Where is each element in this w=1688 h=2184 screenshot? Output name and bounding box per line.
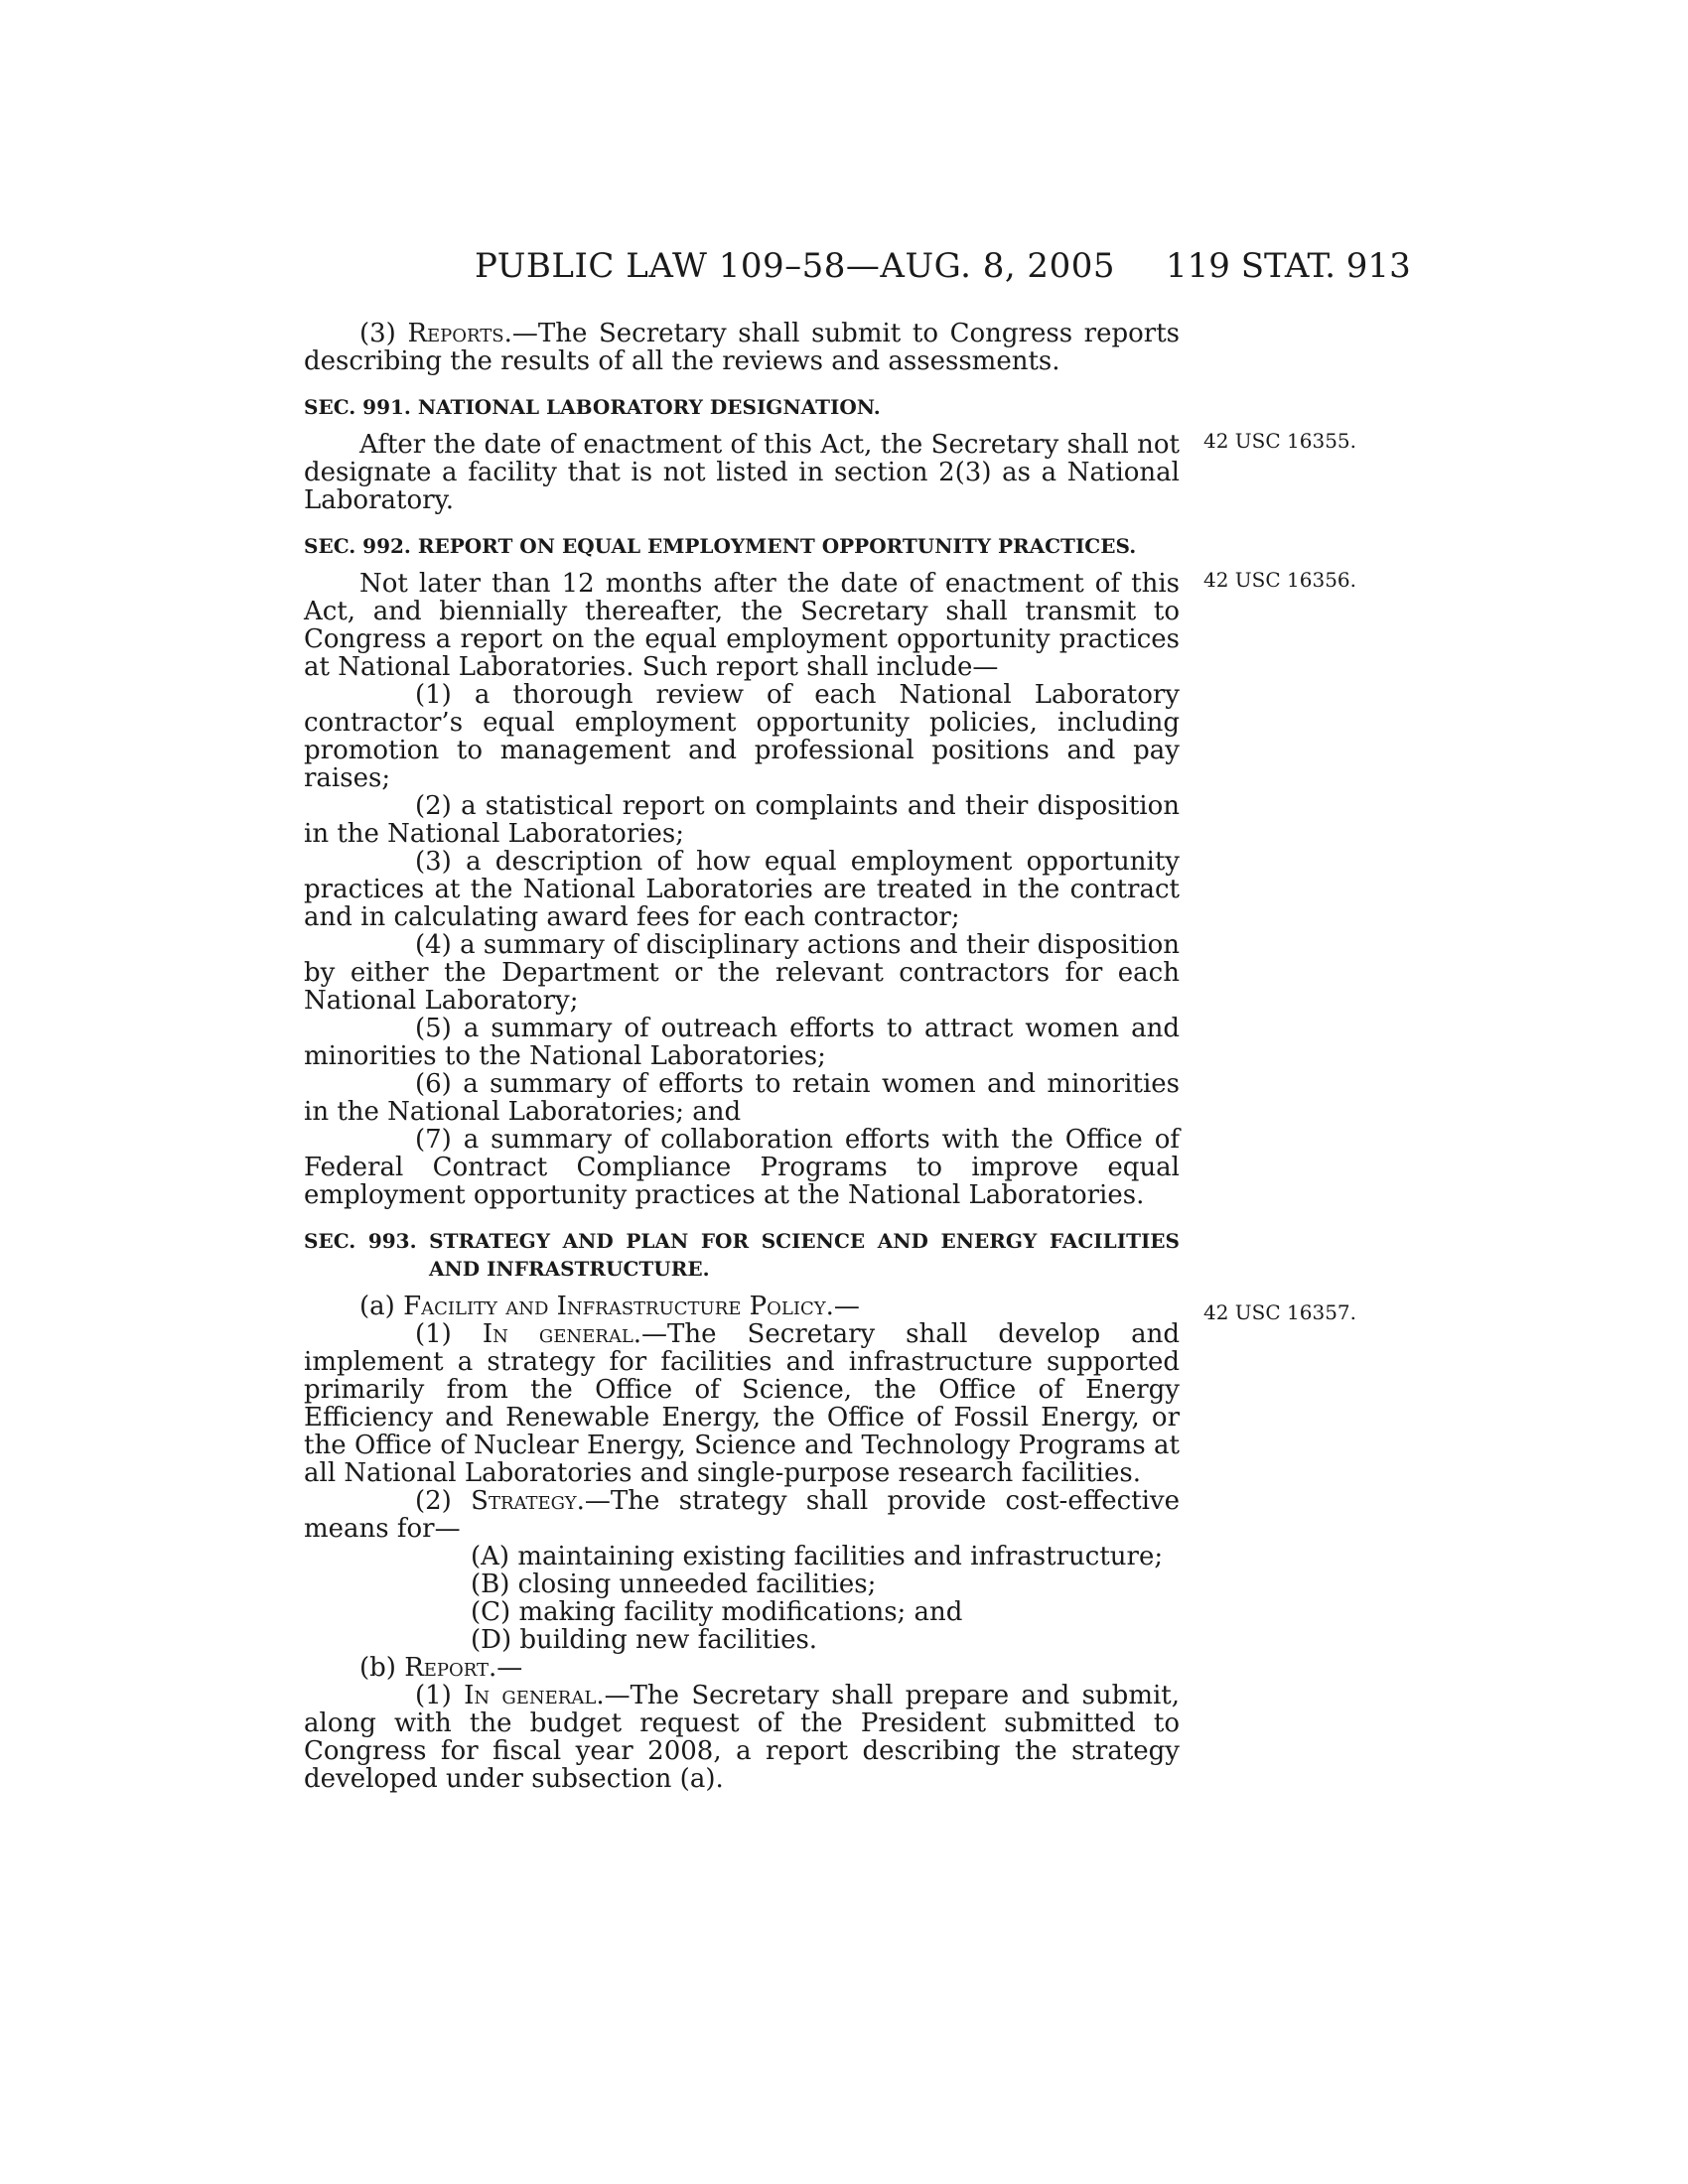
- reports-heading: Reports: [407, 319, 504, 348]
- paragraph-b1: (1) In general.—The Secretary shall prepare and submit, along with the budget request of the President submitted to Congress for fiscal year 2008, a report describing the strategy developed under subsection (a).: [304, 1681, 1181, 1794]
- list-item: (1) a thorough review of each National Laboratory contractor’s equal employment opportunity policies, including promotion to management and professional positions and pay raises;: [304, 680, 1180, 793]
- list-item: (2) a statistical report on complaints and their disposition in the National Laboratories;: [304, 791, 1180, 849]
- list-item: (C) making facility modifications; and: [471, 1597, 963, 1627]
- list-item: (6) a summary of efforts to retain women and minorities in the National Laboratories; and: [304, 1069, 1180, 1127]
- paragraph-reports: (3) Reports.—The Secretary shall submit to Congress reports describing the results of all the reviews and assessments.: [304, 319, 1180, 376]
- section-993-heading: SEC. 993. STRATEGY AND PLAN FOR SCIENCE AND ENERGY FACILITIES AND INFRASTRUCTURE.: [304, 1229, 1180, 1281]
- subsection-b-heading: (b) Report.—: [359, 1653, 523, 1683]
- list-item: (B) closing unneeded facilities;: [471, 1570, 877, 1599]
- section-992-heading: SEC. 992. REPORT ON EQUAL EMPLOYMENT OPPORTUNITY PRACTICES.: [304, 534, 1137, 558]
- section-992-intro: Not later than 12 months after the date of enactment of this Act, and biennially thereafter, the Secretary shall transmit to Congress a report on the equal employment opportunity practices at National Laboratories. Such report shall include—: [304, 569, 1180, 682]
- margin-note-sec991: 42 USC 16355.: [1203, 429, 1357, 453]
- paragraph-a1: (1) In general.—The Secretary shall develop and implement a strategy for facilities and infrastructure supported primarily from the Office of Science, the Office of Energy Efficiency and Renewable Energy, the Office of Fossil Energy, or the Office of Nuclear Energy, Science and Technology Programs at all National Laboratories and single-purpose research facilities.: [304, 1319, 1181, 1488]
- margin-note-sec992: 42 USC 16356.: [1203, 568, 1357, 592]
- section-991-heading: SEC. 991. NATIONAL LABORATORY DESIGNATION.: [304, 395, 881, 419]
- subsection-a-heading: (a) Facility and Infrastructure Policy.—: [359, 1292, 860, 1321]
- margin-note-sec993: 42 USC 16357.: [1203, 1300, 1357, 1324]
- body-text: [304, 320, 1180, 1793]
- running-header-title: PUBLIC LAW 109–58—AUG. 8, 2005: [475, 246, 1115, 286]
- list-item: (D) building new facilities.: [471, 1625, 818, 1655]
- list-item: (A) maintaining existing facilities and infrastructure;: [471, 1542, 1164, 1571]
- list-item: (7) a summary of collaboration efforts with the Office of Federal Contract Compliance Programs to improve equal employment opportunity practices at the National Laboratories.: [304, 1125, 1180, 1210]
- list-item: (5) a summary of outreach efforts to attract women and minorities to the National Laboratories;: [304, 1014, 1180, 1071]
- list-item: (4) a summary of disciplinary actions and their disposition by either the Department or the relevant contractors for each National Laboratory;: [304, 930, 1180, 1016]
- page-number: 119 STAT. 913: [1166, 246, 1411, 286]
- section-991-text: After the date of enactment of this Act, the Secretary shall not designate a facility that is not listed in section 2(3) as a National Laboratory.: [304, 430, 1180, 515]
- paragraph-a2: (2) Strategy.—The strategy shall provide cost-effective means for—: [304, 1486, 1180, 1544]
- list-item: (3) a description of how equal employment opportunity practices at the National Laboratories are treated in the contract and in calculating award fees for each contractor;: [304, 847, 1180, 932]
